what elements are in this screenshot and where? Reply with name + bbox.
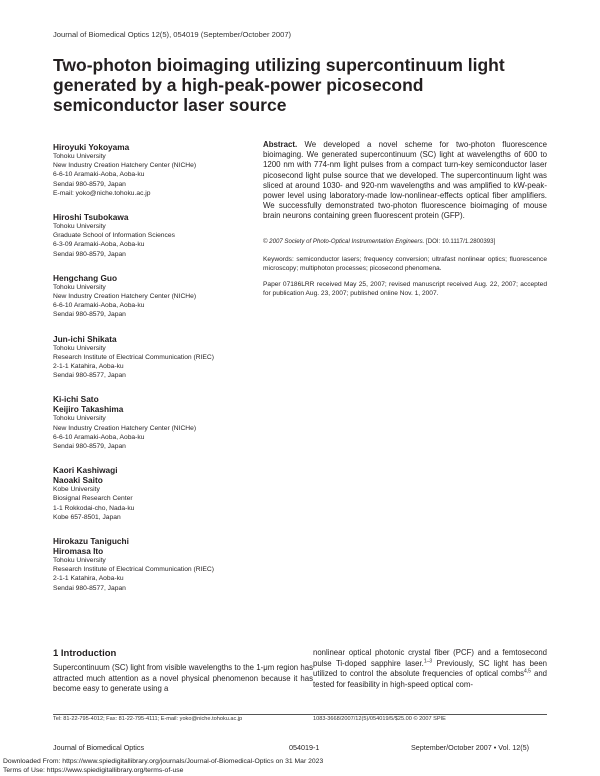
copyright-prefix: © 2007 Society of Photo-Optical Instrumentation Engineers. (263, 238, 425, 245)
author-block (53, 273, 273, 320)
footnote-rule-left (53, 714, 313, 715)
affiliation-line: Tohoku University (53, 283, 106, 291)
running-head: Journal of Biomedical Optics 12(5), 054019 (September/October 2007) (53, 30, 292, 39)
footer-page-number: 054019-1 (289, 743, 320, 752)
affiliation-line: Sendai 980-8579, Japan (53, 443, 126, 451)
citation-4-5: 4,5 (524, 668, 531, 675)
footnote-rule-right (313, 714, 547, 715)
keywords: Keywords: semiconductor lasers; frequency conversion; ultrafast nonlinear optics; fluorescence microscopy; multiphoton processes; picosecond phenomena. (263, 256, 547, 272)
col2-text-b: Previously, SC light has been utilized to control the absolute frequencies of optical combs (313, 658, 548, 678)
affiliation-line: Tohoku University (53, 153, 106, 160)
author-name: Keijiro Takashima (53, 404, 124, 415)
footer-journal: Journal of Biomedical Optics (53, 743, 145, 752)
abstract-text: We developed a novel scheme for two-photon fluorescence bioimaging. We generated supercontinuum (SC) light at wavelengths of 600 to 1200 nm with 774-nm light pulses from a compact turn-key semiconductor laser picosecond light pulse source that we developed. The supercontinuum light was sliced at around 1030- and 920-nm wavelengths and was amplified to kW-peak-power level using laboratory-made low-nonlinear-effects optical fiber amplifiers. We successfully demonstrated two-photon fluorescence bioimaging of mouse brain neurons containing green fluorescent protein (GFP). (263, 140, 547, 221)
affiliation-line: Tohoku University (53, 557, 106, 565)
paper-title: Two-photon bioimaging utilizing supercontinuum light generated by a high-peak-power picosecond semiconductor laser source (53, 55, 505, 115)
affiliation-line: 1-1 Rokkodai-cho, Nada-ku (53, 504, 135, 512)
citation-1-3: 1–3 (423, 657, 433, 664)
affiliation-line: Sendai 980-8579, Japan (53, 180, 126, 188)
affiliation-line: Kobe University (53, 486, 100, 494)
author-name: Hiroshi Tsubokawa (53, 212, 129, 223)
affiliation-line: Sendai 980-8577, Japan (53, 372, 126, 380)
affiliation-line: Research Institute of Electrical Communication (RIEC) (53, 353, 214, 361)
affiliation-line: 2-1-1 Katahira, Aoba-ku (53, 575, 124, 583)
affiliation-line: Sendai 980-8579, Japan (53, 311, 126, 319)
affiliation-line: 6-6-10 Aramaki-Aoba, Aoba-ku (53, 433, 145, 441)
author-name: Hiromasa Ito (53, 546, 104, 557)
terms-line: Terms of Use: https://www.spiedigitallibrary.org/terms-of-use (3, 766, 184, 774)
section-heading-introduction: 1 Introduction (53, 648, 117, 659)
affiliation-line: Sendai 980-8577, Japan (53, 584, 126, 592)
author-name: Ki-ichi Sato (53, 394, 99, 405)
author-block (53, 212, 273, 259)
affiliation-line: Tohoku University (53, 344, 106, 352)
author-name: Jun-ichi Shikata (53, 333, 117, 344)
author-list (53, 142, 273, 607)
affiliation-line: 2-1-1 Katahira, Aoba-ku (53, 363, 124, 371)
affiliation-line: New Industry Creation Hatchery Center (NICHe) (53, 162, 197, 170)
affiliation-line: 6-3-09 Aramaki-Aoba, Aoba-ku (53, 241, 145, 249)
author-name: Naoaki Saito (53, 475, 103, 486)
author-block (53, 394, 273, 451)
right-column-paragraph (313, 648, 547, 690)
affiliation-line: Kobe 657-8501, Japan (53, 513, 121, 521)
received-dates: Paper 07186LRR received May 25, 2007; revised manuscript received Aug. 22, 2007; accepted for publication Aug. 23, 2007; published online Nov. 1, 2007. (263, 281, 547, 297)
footnote-issn: 1083-3668/2007/12(5)/054019/5/$25.00 © 2007 SPIE (313, 716, 446, 722)
introduction-paragraph: Supercontinuum (SC) light from visible wavelengths to the 1-μm region has attracted much attention as a novel physical phenomenon because it has become easy to generate using a (53, 663, 313, 693)
col2-text-c: and tested for feasibility in high-speed optical com- (313, 669, 547, 689)
affiliation-line: E-mail: yoko@niche.tohoku.ac.jp (53, 189, 151, 197)
affiliation-line: Tohoku University (53, 415, 106, 423)
affiliation-line: New Industry Creation Hatchery Center (NICHe) (53, 293, 197, 301)
download-line: Downloaded From: https://www.spiedigitallibrary.org/journals/Journal-of-Biomedical-Optics on 31 Mar 2023 (3, 758, 324, 765)
author-name: Hiroyuki Yokoyama (53, 142, 130, 152)
footnote-contact: Tel: 81-22-795-4012; Fax: 81-22-795-4111; E-mail: yoko@niche.tohoku.ac.jp (53, 716, 243, 722)
affiliation-line: New Industry Creation Hatchery Center (NICHe) (53, 424, 197, 432)
affiliation-line: Sendai 980-8579, Japan (53, 250, 126, 258)
affiliation-line: 6-6-10 Aramaki-Aoba, Aoba-ku (53, 302, 145, 310)
affiliation-line: Tohoku University (53, 223, 106, 231)
abstract (263, 140, 547, 222)
author-block (53, 142, 273, 198)
author-name: Kaori Kashiwagi (53, 465, 118, 476)
col2-text-a: nonlinear optical photonic crystal fiber (PCF) and a femtosecond pulse Ti-doped sapphire laser. (313, 648, 547, 668)
doi: [DOI: 10.1117/1.2800393] (426, 238, 496, 245)
affiliation-line: 6-6-10 Aramaki-Aoba, Aoba-ku (53, 171, 145, 179)
affiliation-line: Graduate School of Information Sciences (53, 232, 175, 240)
author-name: Hirokazu Taniguchi (53, 536, 129, 547)
abstract-label: Abstract. (263, 140, 298, 149)
author-block (53, 536, 273, 593)
author-block (53, 334, 273, 381)
download-notice (3, 758, 323, 775)
affiliation-line: Biosignal Research Center (53, 495, 133, 503)
author-block (53, 465, 273, 522)
copyright-line (263, 238, 547, 246)
affiliation-line: Research Institute of Electrical Communication (RIEC) (53, 566, 214, 574)
author-name: Hengchang Guo (53, 272, 118, 283)
footer-issue-date: September/October 2007 • Vol. 12(5) (411, 743, 529, 752)
